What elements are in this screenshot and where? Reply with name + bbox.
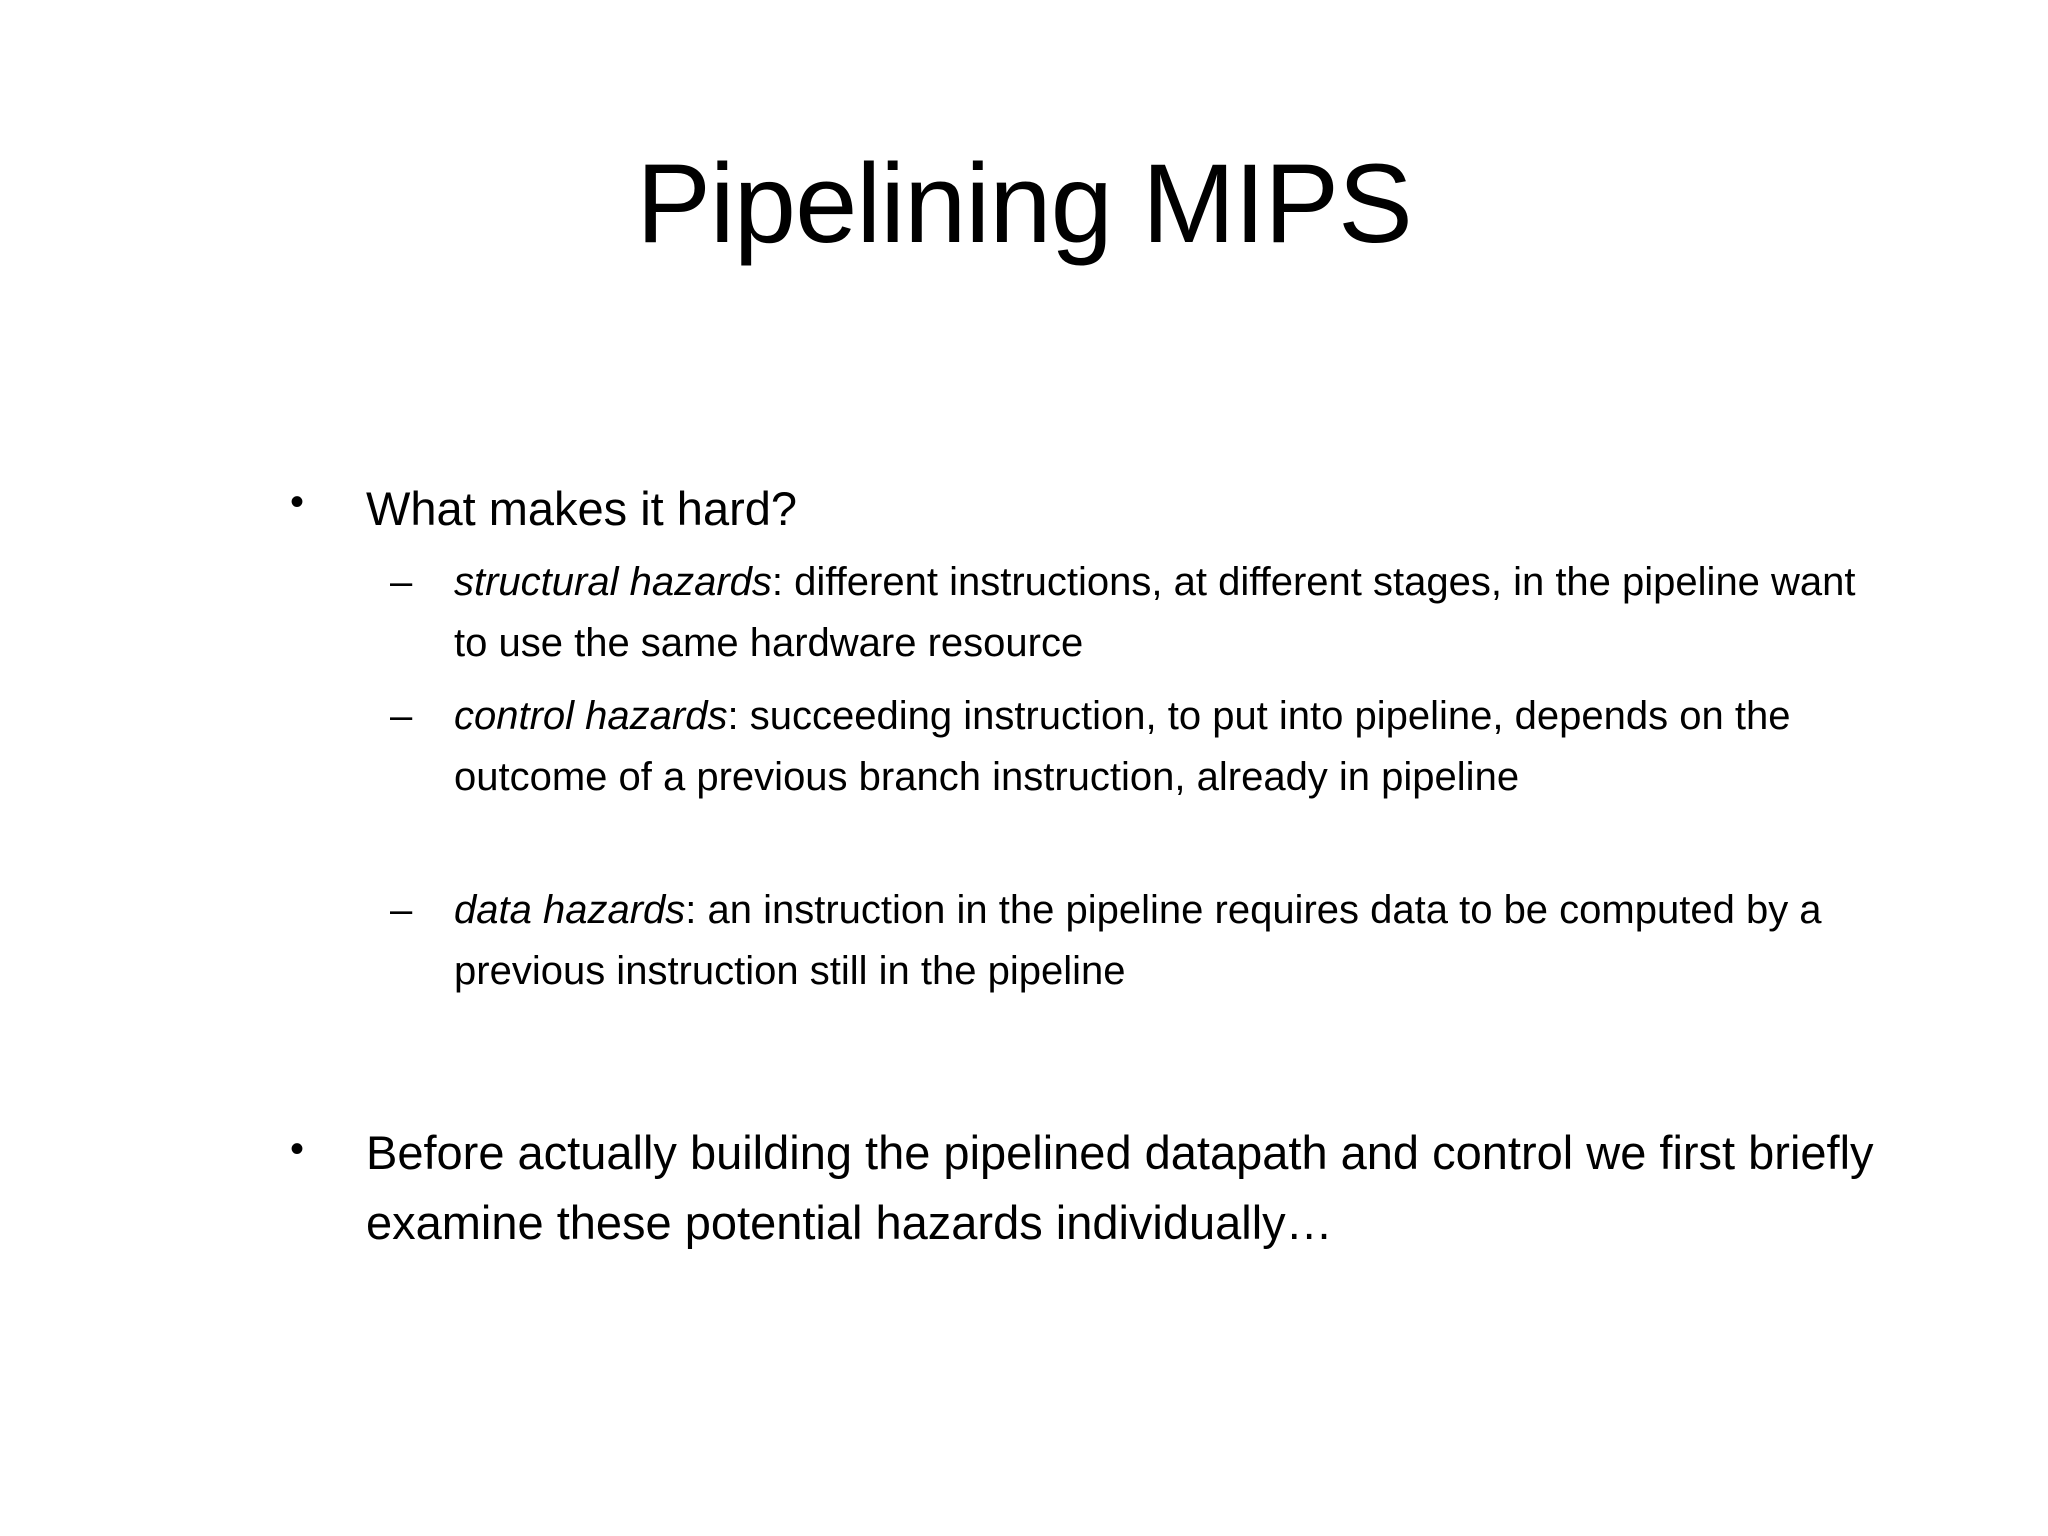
bullet-text: What makes it hard?: [366, 482, 798, 535]
bullet-item: [290, 1118, 1874, 1258]
sub-marker: –: [390, 694, 413, 738]
sub-marker: –: [390, 888, 413, 932]
bullet-marker: •: [290, 1127, 305, 1171]
hazard-description: : succeeding instruction, to put into pipeline, depends on the outcome of a previous branch instruction, already in pipeline: [454, 694, 1791, 799]
bullet-item: [290, 474, 1870, 534]
sub-text: [454, 880, 1880, 1002]
bullet-marker: •: [290, 480, 305, 524]
hazard-term: data hazards: [454, 888, 686, 932]
hazard-description: : an instruction in the pipeline requires data to be computed by a previous instruction still in the pipeline: [454, 888, 1822, 993]
sub-marker: –: [390, 560, 413, 604]
slide-title: Pipelining MIPS: [636, 141, 1412, 266]
hazard-description: : different instructions, at different stages, in the pipeline want to use the same hardware resource: [454, 560, 1856, 665]
sub-text: [454, 686, 1880, 808]
sub-text: [454, 552, 1880, 674]
hazard-term: control hazards: [454, 694, 728, 738]
bullet-text: Before actually building the pipelined datapath and control we first briefly examine these potential hazards individually…: [366, 1126, 1874, 1249]
hazard-term: structural hazards: [454, 560, 772, 604]
